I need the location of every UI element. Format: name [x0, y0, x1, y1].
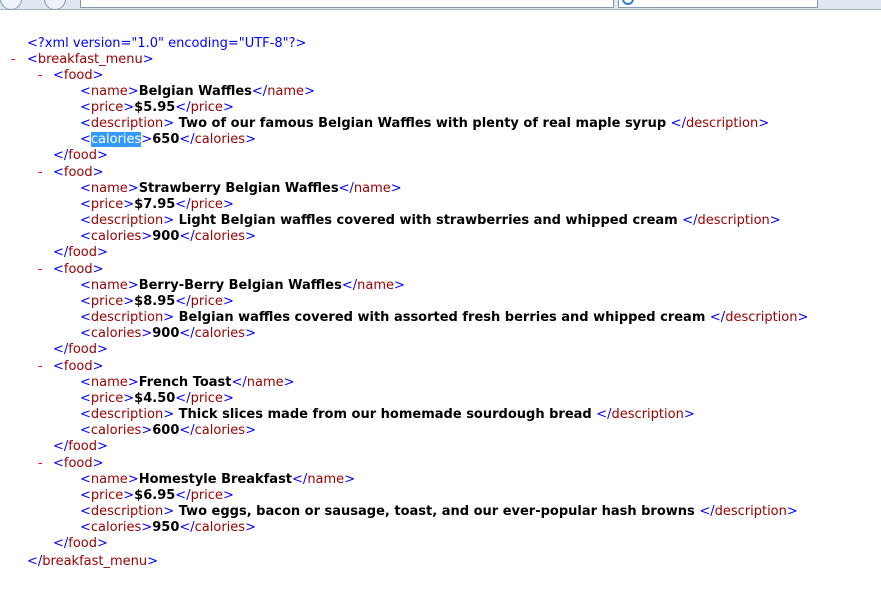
- tag-name: food: [63, 359, 93, 374]
- tag-bracket: >: [163, 213, 175, 228]
- tag-bracket: </: [179, 520, 195, 535]
- tag-bracket: <: [53, 359, 64, 374]
- description-value: Light Belgian waffles covered with strawberries and whipped cream: [174, 213, 683, 228]
- name-value: French Toast: [138, 375, 232, 390]
- food-open-tag: [53, 359, 104, 375]
- address-bar[interactable]: [80, 0, 614, 8]
- food-open-tag: [53, 262, 104, 278]
- tag-bracket: >: [163, 310, 175, 325]
- name-value: Strawberry Belgian Waffles: [138, 181, 339, 196]
- tag-bracket: >: [123, 488, 135, 503]
- xml-declaration: <?xml version="1.0" encoding="UTF-8"?>: [27, 36, 307, 51]
- tag-bracket: <: [80, 84, 91, 99]
- tag-name: food: [68, 439, 98, 454]
- price-value: $5.95: [134, 100, 176, 115]
- price-tag-name: price: [90, 391, 124, 406]
- tag-bracket: </: [341, 278, 358, 293]
- tag-bracket: </: [670, 116, 686, 131]
- tag-bracket: <: [53, 456, 64, 471]
- food-close-tag: [53, 536, 108, 552]
- tag-bracket: <: [80, 504, 91, 519]
- calories-element: [80, 326, 256, 342]
- name-tag-name: name: [90, 375, 128, 390]
- tag-bracket: >: [141, 132, 153, 147]
- calories-close-tag-name: calories: [194, 229, 246, 244]
- price-element: [80, 391, 234, 407]
- tag-name: food: [63, 456, 93, 471]
- price-value: $8.95: [134, 294, 176, 309]
- description-tag-name: description: [90, 310, 164, 325]
- tag-bracket: >: [97, 148, 108, 163]
- price-tag-name: price: [90, 197, 124, 212]
- collapse-toggle[interactable]: -: [38, 359, 43, 374]
- tag-bracket: >: [245, 520, 256, 535]
- tag-bracket: >: [141, 520, 153, 535]
- name-tag-name: name: [90, 84, 128, 99]
- name-value: Homestyle Breakfast: [138, 472, 293, 487]
- tag-bracket: </: [53, 439, 69, 454]
- tag-bracket: <: [80, 310, 91, 325]
- tag-bracket: >: [92, 165, 104, 180]
- price-value: $4.50: [134, 391, 176, 406]
- calories-close-tag-name: calories: [194, 326, 246, 341]
- price-value: $7.95: [134, 197, 176, 212]
- food-close-tag: [53, 245, 108, 261]
- collapse-toggle[interactable]: -: [11, 52, 16, 67]
- description-close-tag-name: description: [697, 213, 770, 228]
- tag-bracket: >: [222, 488, 234, 503]
- tag-bracket: >: [163, 116, 175, 131]
- tag-bracket: >: [123, 197, 135, 212]
- tag-bracket: <: [80, 213, 91, 228]
- tag-bracket: <: [80, 181, 91, 196]
- tag-bracket: >: [222, 391, 234, 406]
- tag-name: food: [63, 68, 93, 83]
- price-tag-name: price: [90, 294, 124, 309]
- tag-bracket: >: [97, 342, 108, 357]
- name-element: [80, 472, 355, 488]
- collapse-toggle[interactable]: -: [38, 456, 43, 471]
- tag-bracket: <: [53, 165, 64, 180]
- name-close-tag-name: name: [307, 472, 345, 487]
- calories-element: [80, 132, 256, 148]
- tag-bracket: >: [222, 100, 234, 115]
- tag-bracket: >: [245, 132, 256, 147]
- tag-bracket: >: [163, 504, 175, 519]
- name-element: [80, 181, 402, 197]
- tag-bracket: </: [175, 197, 191, 212]
- tag-bracket: >: [123, 294, 135, 309]
- tag-bracket: </: [338, 181, 354, 196]
- name-value: Berry-Berry Belgian Waffles: [138, 278, 342, 293]
- tag-bracket: </: [53, 148, 69, 163]
- tag-bracket: >: [92, 68, 104, 83]
- tag-bracket: </: [175, 100, 191, 115]
- tag-bracket: </: [179, 326, 195, 341]
- name-element: [80, 278, 405, 294]
- food-open-tag: [53, 165, 104, 181]
- tag-bracket: <: [80, 278, 91, 293]
- tag-bracket: >: [97, 245, 108, 260]
- tag-bracket: >: [141, 326, 153, 341]
- tag-name: food: [63, 262, 93, 277]
- price-element: [80, 100, 234, 116]
- tag-bracket: >: [683, 407, 695, 422]
- root-tag-name: breakfast_menu: [37, 52, 143, 67]
- tag-bracket: <: [80, 423, 91, 438]
- calories-close-tag-name: calories: [194, 423, 246, 438]
- calories-value: 900: [152, 229, 180, 244]
- name-close-tag-name: name: [246, 375, 284, 390]
- tag-bracket: >: [304, 84, 315, 99]
- tag-bracket: >: [769, 213, 781, 228]
- tag-bracket: >: [245, 326, 256, 341]
- tag-bracket: >: [797, 310, 809, 325]
- tag-name: food: [63, 165, 93, 180]
- calories-tag-name: calories: [90, 423, 142, 438]
- calories-tag-name: calories: [90, 520, 142, 535]
- calories-element: [80, 229, 256, 245]
- tag-bracket: </: [231, 375, 247, 390]
- tag-bracket: </: [179, 229, 195, 244]
- browser-logo-icon: [622, 0, 634, 5]
- tag-bracket: </: [53, 342, 69, 357]
- tag-bracket: <: [53, 262, 64, 277]
- tag-bracket: >: [390, 181, 402, 196]
- description-close-tag-name: description: [714, 504, 787, 519]
- tag-name: food: [68, 148, 98, 163]
- description-tag-name: description: [90, 116, 164, 131]
- tag-bracket: >: [245, 423, 256, 438]
- browser-toolbar: [0, 0, 881, 10]
- tag-bracket: <: [80, 375, 91, 390]
- description-value: Two of our famous Belgian Waffles with plenty of real maple syrup: [174, 116, 671, 131]
- tag-bracket: </: [596, 407, 612, 422]
- description-close-tag-name: description: [725, 310, 798, 325]
- tag-bracket: >: [222, 197, 234, 212]
- tag-bracket: >: [758, 116, 770, 131]
- calories-element: [80, 520, 256, 536]
- calories-element: [80, 423, 256, 439]
- name-element: [80, 84, 315, 100]
- tag-bracket: </: [699, 504, 715, 519]
- tag-bracket: <: [80, 100, 91, 115]
- root-close-tag: </breakfast_menu>: [27, 554, 159, 569]
- calories-close-tag-name: calories: [194, 520, 246, 535]
- description-value: Thick slices made from our homemade sourdough bread: [174, 407, 597, 422]
- description-close-tag-name: description: [611, 407, 684, 422]
- tag-bracket: </: [53, 245, 69, 260]
- tag-bracket: >: [394, 278, 405, 293]
- name-close-tag-name: name: [267, 84, 305, 99]
- tag-bracket: >: [92, 262, 104, 277]
- description-element: [80, 213, 781, 229]
- price-element: [80, 294, 234, 310]
- tag-bracket: >: [127, 84, 139, 99]
- price-close-tag-name: price: [190, 100, 223, 115]
- collapse-toggle[interactable]: -: [38, 68, 43, 83]
- tag-bracket: </: [175, 391, 191, 406]
- tag-bracket: >: [97, 536, 108, 551]
- price-close-tag-name: price: [190, 197, 223, 212]
- tag-bracket: <: [80, 229, 91, 244]
- tag-bracket: <: [80, 488, 91, 503]
- price-element: [80, 488, 234, 504]
- search-box[interactable]: [618, 0, 818, 8]
- tag-bracket: >: [222, 294, 234, 309]
- tag-bracket: </: [175, 488, 191, 503]
- tag-bracket: </: [175, 294, 191, 309]
- tag-bracket: <: [80, 407, 91, 422]
- description-value: Two eggs, bacon or sausage, toast, and our ever-popular hash browns: [174, 504, 700, 519]
- description-element: [80, 310, 808, 326]
- description-tag-name: description: [90, 213, 164, 228]
- tag-bracket: >: [123, 100, 135, 115]
- price-value: $6.95: [134, 488, 176, 503]
- price-tag-name: price: [90, 488, 124, 503]
- description-element: [80, 407, 695, 423]
- name-tag-name: name: [90, 472, 128, 487]
- tag-bracket: >: [123, 391, 135, 406]
- description-close-tag-name: description: [685, 116, 759, 131]
- price-close-tag-name: price: [190, 488, 223, 503]
- collapse-toggle[interactable]: -: [38, 262, 43, 277]
- description-element: [80, 504, 798, 520]
- tag-bracket: <: [80, 520, 91, 535]
- price-close-tag-name: price: [190, 391, 223, 406]
- name-tag-name: name: [90, 181, 128, 196]
- calories-value: 950: [152, 520, 180, 535]
- back-button[interactable]: [0, 0, 22, 10]
- tag-bracket: <: [80, 132, 91, 147]
- price-element: [80, 197, 234, 213]
- tag-bracket: <: [80, 294, 91, 309]
- description-tag-name: description: [90, 407, 164, 422]
- tag-bracket: <: [80, 116, 91, 131]
- tag-bracket: </: [682, 213, 698, 228]
- tag-bracket: >: [97, 439, 108, 454]
- name-value: Belgian Waffles: [138, 84, 252, 99]
- tag-bracket: </: [709, 310, 726, 325]
- tag-bracket: <: [80, 472, 91, 487]
- tag-bracket: >: [163, 407, 175, 422]
- food-close-tag: [53, 342, 108, 358]
- root-open-tag: <breakfast_menu>: [27, 52, 154, 67]
- name-element: [80, 375, 295, 391]
- tag-bracket: >: [92, 359, 104, 374]
- tag-bracket: </: [179, 132, 195, 147]
- calories-close-tag-name: calories: [194, 132, 246, 147]
- tag-bracket: </: [179, 423, 195, 438]
- tag-bracket: </: [53, 536, 69, 551]
- tag-bracket: >: [127, 375, 139, 390]
- food-open-tag: [53, 456, 104, 472]
- tag-bracket: <: [80, 197, 91, 212]
- tag-bracket: <: [53, 68, 64, 83]
- calories-value: 600: [152, 423, 180, 438]
- tag-bracket: >: [127, 472, 139, 487]
- food-open-tag: [53, 68, 104, 84]
- tag-name: food: [68, 536, 98, 551]
- calories-value: 900: [152, 326, 180, 341]
- tag-bracket: >: [141, 229, 153, 244]
- tag-bracket: >: [245, 229, 256, 244]
- tag-bracket: </: [251, 84, 268, 99]
- tag-bracket: >: [344, 472, 356, 487]
- tag-bracket: >: [127, 278, 139, 293]
- food-close-tag: [53, 148, 108, 164]
- food-close-tag: [53, 439, 108, 455]
- price-tag-name: price: [90, 100, 124, 115]
- tag-bracket: >: [127, 181, 139, 196]
- selected-text-highlight: calories: [90, 132, 142, 147]
- name-tag-name: name: [90, 278, 128, 293]
- tag-bracket: >: [786, 504, 798, 519]
- name-close-tag-name: name: [357, 278, 395, 293]
- name-close-tag-name: name: [353, 181, 391, 196]
- tag-bracket: </: [292, 472, 308, 487]
- description-value: Belgian waffles covered with assorted fresh berries and whipped cream: [174, 310, 710, 325]
- collapse-toggle[interactable]: -: [38, 165, 43, 180]
- calories-tag-name: calories: [90, 229, 142, 244]
- calories-tag-name: calories: [90, 326, 142, 341]
- forward-button[interactable]: [44, 0, 66, 10]
- calories-value: 650: [152, 132, 180, 147]
- price-close-tag-name: price: [190, 294, 223, 309]
- tag-bracket: >: [92, 456, 104, 471]
- description-element: [80, 116, 769, 132]
- tag-bracket: >: [283, 375, 295, 390]
- tag-bracket: <: [80, 326, 91, 341]
- description-tag-name: description: [90, 504, 164, 519]
- tag-bracket: >: [141, 423, 153, 438]
- tag-name: food: [68, 245, 98, 260]
- root-close-tag-name: breakfast_menu: [42, 554, 148, 569]
- tag-bracket: <: [80, 391, 91, 406]
- tag-name: food: [68, 342, 98, 357]
